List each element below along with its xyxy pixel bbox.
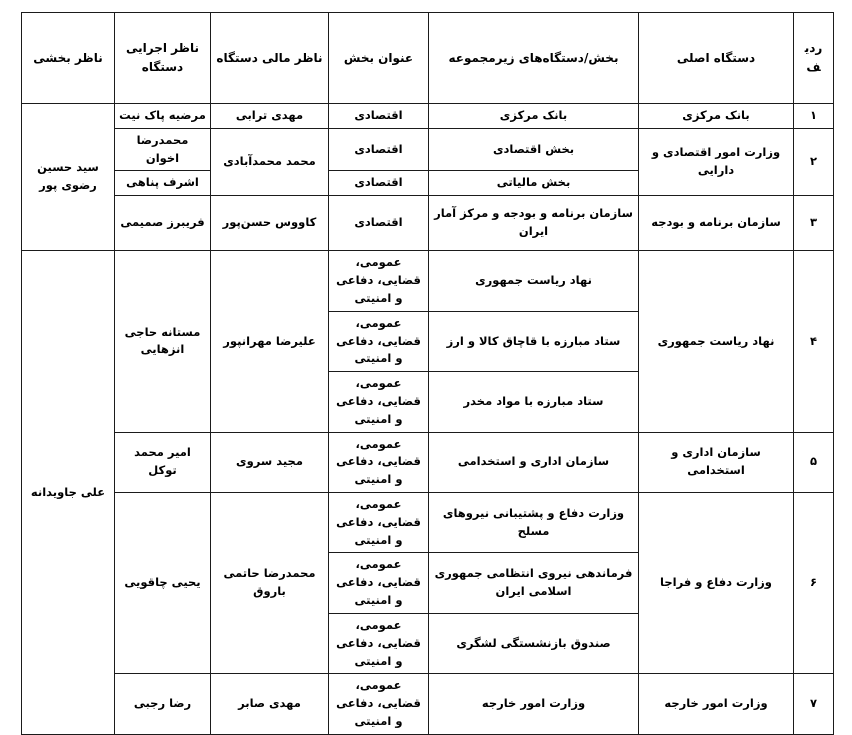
cell-sub-agency: وزارت دفاع و پشتیبانی نیروهای مسلح (429, 493, 639, 553)
cell-sub-agency: سازمان اداری و استخدامی (429, 432, 639, 492)
table-row (22, 251, 834, 311)
cell-executive-supervisor: مرضیه پاک نیت (115, 104, 211, 129)
column-header-financial-supervisor: ناظر مالی دستگاه (211, 13, 329, 104)
column-header-main-agency: دستگاه اصلی (639, 13, 794, 104)
cell-sector-title: عمومی، قضایی، دفاعی و امنیتی (329, 553, 429, 613)
cell-row-number: ۳ (794, 196, 834, 251)
cell-sub-agency: ستاد مبارزه با قاچاق کالا و ارز (429, 311, 639, 371)
cell-main-agency: سازمان اداری و استخدامی (639, 432, 794, 492)
cell-row-number: ۲ (794, 128, 834, 195)
cell-main-agency: وزارت دفاع و فراجا (639, 493, 794, 674)
cell-sector-title: عمومی، قضایی، دفاعی و امنیتی (329, 432, 429, 492)
cell-sector-title: اقتصادی (329, 104, 429, 129)
column-header-executive-supervisor: ناظر اجرایی دستگاه (115, 13, 211, 104)
cell-sub-agency: سازمان برنامه و بودجه و مرکز آمار ایران (429, 196, 639, 251)
cell-executive-supervisor: امیر محمد توکل (115, 432, 211, 492)
cell-main-agency: وزارت امور خارجه (639, 674, 794, 734)
cell-financial-supervisor: علیرضا مهرانپور (211, 251, 329, 432)
cell-executive-supervisor: اشرف پناهی (115, 171, 211, 196)
cell-sector-title: اقتصادی (329, 196, 429, 251)
cell-row-number: ۶ (794, 493, 834, 674)
cell-main-agency: وزارت امور اقتصادی و دارایی (639, 128, 794, 195)
cell-row-number: ۱ (794, 104, 834, 129)
cell-main-agency: بانک مرکزی (639, 104, 794, 129)
cell-sector-supervisor: سید حسین رضوی پور (22, 104, 115, 251)
cell-sub-agency: فرماندهی نیروی انتظامی جمهوری اسلامی ایران (429, 553, 639, 613)
cell-sector-title: عمومی، قضایی، دفاعی و امنیتی (329, 311, 429, 371)
table-row (22, 493, 834, 553)
column-header-row-number: ردیف (794, 13, 834, 104)
header-row (22, 13, 834, 104)
cell-sub-agency: بخش اقتصادی (429, 128, 639, 171)
table-header (22, 13, 834, 104)
table-row (22, 674, 834, 734)
cell-executive-supervisor: رضا رجبی (115, 674, 211, 734)
cell-sub-agency: صندوق بازنشستگی لشگری (429, 613, 639, 673)
cell-executive-supervisor: یحیی چاقویی (115, 493, 211, 674)
cell-financial-supervisor: محمد محمدآبادی (211, 128, 329, 195)
agency-supervisors-table (21, 12, 834, 735)
table-row (22, 196, 834, 251)
cell-main-agency: نهاد ریاست جمهوری (639, 251, 794, 432)
cell-sub-agency: وزارت امور خارجه (429, 674, 639, 734)
cell-sub-agency: بانک مرکزی (429, 104, 639, 129)
cell-executive-supervisor: محمدرضا اخوان (115, 128, 211, 171)
table-row (22, 432, 834, 492)
cell-sector-title: اقتصادی (329, 128, 429, 171)
table-row (22, 128, 834, 171)
table-row (22, 104, 834, 129)
column-header-sector-supervisor: ناظر بخشی (22, 13, 115, 104)
cell-financial-supervisor: مهدی ترابی (211, 104, 329, 129)
cell-row-number: ۴ (794, 251, 834, 432)
cell-financial-supervisor: کاووس حسن‌پور (211, 196, 329, 251)
table-body (22, 104, 834, 735)
cell-sub-agency: نهاد ریاست جمهوری (429, 251, 639, 311)
column-header-sector-title: عنوان بخش (329, 13, 429, 104)
cell-executive-supervisor: مستانه حاجی انزهایی (115, 251, 211, 432)
cell-sector-title: عمومی، قضایی، دفاعی و امنیتی (329, 613, 429, 673)
column-header-sub-agency: بخش/دستگاه‌های زیرمجموعه (429, 13, 639, 104)
cell-row-number: ۷ (794, 674, 834, 734)
cell-sector-supervisor: علی جاویدانه (22, 251, 115, 735)
cell-sector-title: عمومی، قضایی، دفاعی و امنیتی (329, 372, 429, 432)
cell-financial-supervisor: مجید سروی (211, 432, 329, 492)
cell-financial-supervisor: مهدی صابر (211, 674, 329, 734)
cell-financial-supervisor: محمدرضا حاتمی باروق (211, 493, 329, 674)
cell-row-number: ۵ (794, 432, 834, 492)
cell-sub-agency: بخش مالیاتی (429, 171, 639, 196)
cell-sector-title: عمومی، قضایی، دفاعی و امنیتی (329, 251, 429, 311)
cell-sector-title: عمومی، قضایی، دفاعی و امنیتی (329, 674, 429, 734)
cell-main-agency: سازمان برنامه و بودجه (639, 196, 794, 251)
cell-sub-agency: ستاد مبارزه با مواد مخدر (429, 372, 639, 432)
cell-sector-title: اقتصادی (329, 171, 429, 196)
cell-executive-supervisor: فریبرز صمیمی (115, 196, 211, 251)
cell-sector-title: عمومی، قضایی، دفاعی و امنیتی (329, 493, 429, 553)
